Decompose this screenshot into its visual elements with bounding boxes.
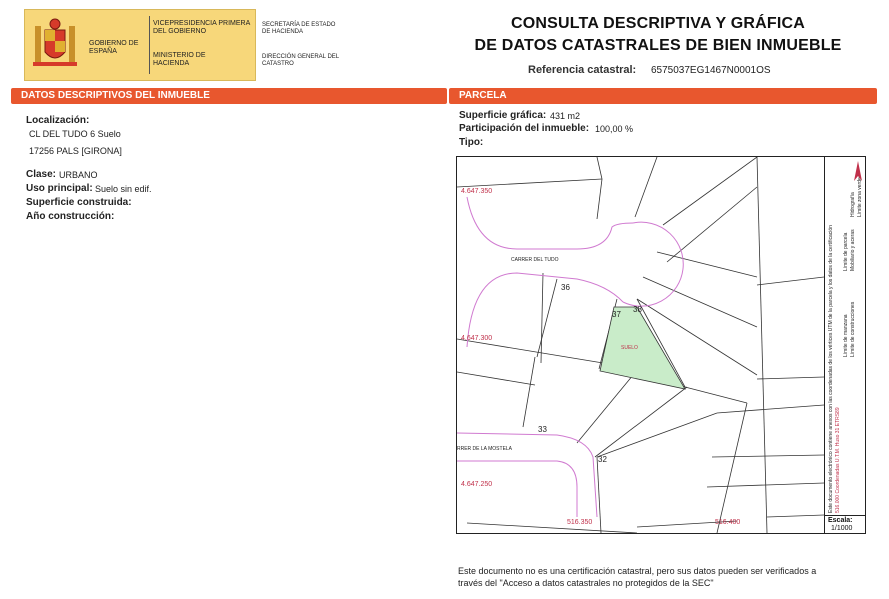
- tipo-label: Tipo:: [459, 137, 484, 148]
- gobierno-espana-text: GOBIERNO DE ESPAÑA: [89, 40, 139, 55]
- scale-label: Escala:: [828, 517, 853, 524]
- superficie-grafica-value: 431 m2: [550, 111, 581, 121]
- localizacion-label: Localización:: [26, 115, 90, 126]
- vicepresidencia-text: VICEPRESIDENCIA PRIMERA DEL GOBIERNO: [153, 20, 250, 35]
- section-bar-parcela: PARCELA: [449, 88, 877, 104]
- header-divider: [149, 16, 150, 74]
- footer-note-line1: Este documento no es una certificación catastral, pero sus datos pueden ser verificados a: [458, 566, 817, 576]
- legend-manzana: Límite de manzana: [843, 314, 849, 357]
- street-label-mostela: RRER DE LA MOSTELA: [457, 446, 513, 452]
- scale-box: [824, 515, 866, 534]
- coat-of-arms-icon: [31, 16, 79, 72]
- section-bar-datos: DATOS DESCRIPTIVOS DEL INMUEBLE: [11, 88, 447, 104]
- secretaria-text: SECRETARÍA DE ESTADO DE HACIENDA: [262, 22, 336, 35]
- parcel-number-37: 37: [612, 310, 621, 319]
- legend-utm-text: 516.000 Coordenadas U.T.M. Huso 31 ETRS89: [835, 407, 841, 513]
- clase-value: URBANO: [59, 170, 98, 180]
- parcel-number-38: 38: [633, 305, 642, 314]
- map-drawing: [457, 157, 824, 533]
- legend-zona-verde: Límite zona verde: [857, 177, 863, 217]
- document-title-line2: DE DATOS CATASTRALES DE BIEN INMUEBLE: [474, 37, 842, 54]
- superficie-construida-label: Superficie construida:: [26, 197, 132, 208]
- coord-y3: 4.647.250: [461, 481, 493, 488]
- superficie-grafica-label: Superficie gráfica:: [459, 110, 547, 121]
- scale-value: 1/1000: [831, 525, 853, 532]
- document-title-line1: CONSULTA DESCRIPTIVA Y GRÁFICA: [510, 15, 805, 32]
- footer-note-line2: través del "Acceso a datos catastrales no protegidos de la SEC": [458, 578, 714, 588]
- street-label-tudo: CARRER DEL TUDO: [511, 257, 559, 263]
- clase-label: Clase:: [26, 169, 57, 180]
- north-arrow-icon: [853, 161, 863, 183]
- parcel-number-32: 32: [598, 455, 607, 464]
- localizacion-line1: CL DEL TUDO 6 Suelo: [29, 129, 121, 139]
- direccion-text: DIRECCIÓN GENERAL DEL CATASTRO: [262, 54, 339, 67]
- participacion-label: Participación del inmueble:: [459, 123, 590, 134]
- ministerio-text: MINISTERIO DE HACIENDA: [153, 52, 206, 67]
- anio-construccion-label: Año construcción:: [26, 211, 115, 222]
- uso-value: Suelo sin edif.: [95, 184, 152, 194]
- legend-construcciones: Límite de construcciones: [850, 301, 856, 357]
- coord-y1: 4.647.350: [461, 188, 493, 195]
- map-legend: [824, 157, 866, 515]
- localizacion-line2: 17256 PALS [GIRONA]: [29, 146, 122, 156]
- legend-parcela: Límite de parcela: [843, 232, 849, 271]
- ref-catastral-label: Referencia catastral:: [528, 64, 637, 76]
- government-logo-block: [24, 9, 256, 81]
- legend-doc-text: Este documento electrónico contiene anexos con las coordenadas de los vértices UTM de la parcela y los datos de la certificación: [828, 225, 834, 513]
- uso-label: Uso principal:: [26, 183, 93, 194]
- ref-catastral-value: 6575037EG1467N0001OS: [651, 65, 771, 76]
- suelo-label: SUELO: [621, 345, 638, 351]
- parcel-number-36: 36: [561, 283, 570, 292]
- parcel-number-33: 33: [538, 425, 547, 434]
- cadastral-map: [456, 156, 866, 534]
- coord-y2: 4.647.300: [461, 335, 493, 342]
- participacion-value: 100,00 %: [595, 124, 634, 134]
- legend-hidrografia: Hidrografía: [850, 192, 856, 217]
- coord-x1: 516.350: [567, 519, 593, 526]
- coord-x2: 516.400: [715, 519, 741, 526]
- legend-mobiliario: Mobiliario y aceras: [850, 229, 856, 271]
